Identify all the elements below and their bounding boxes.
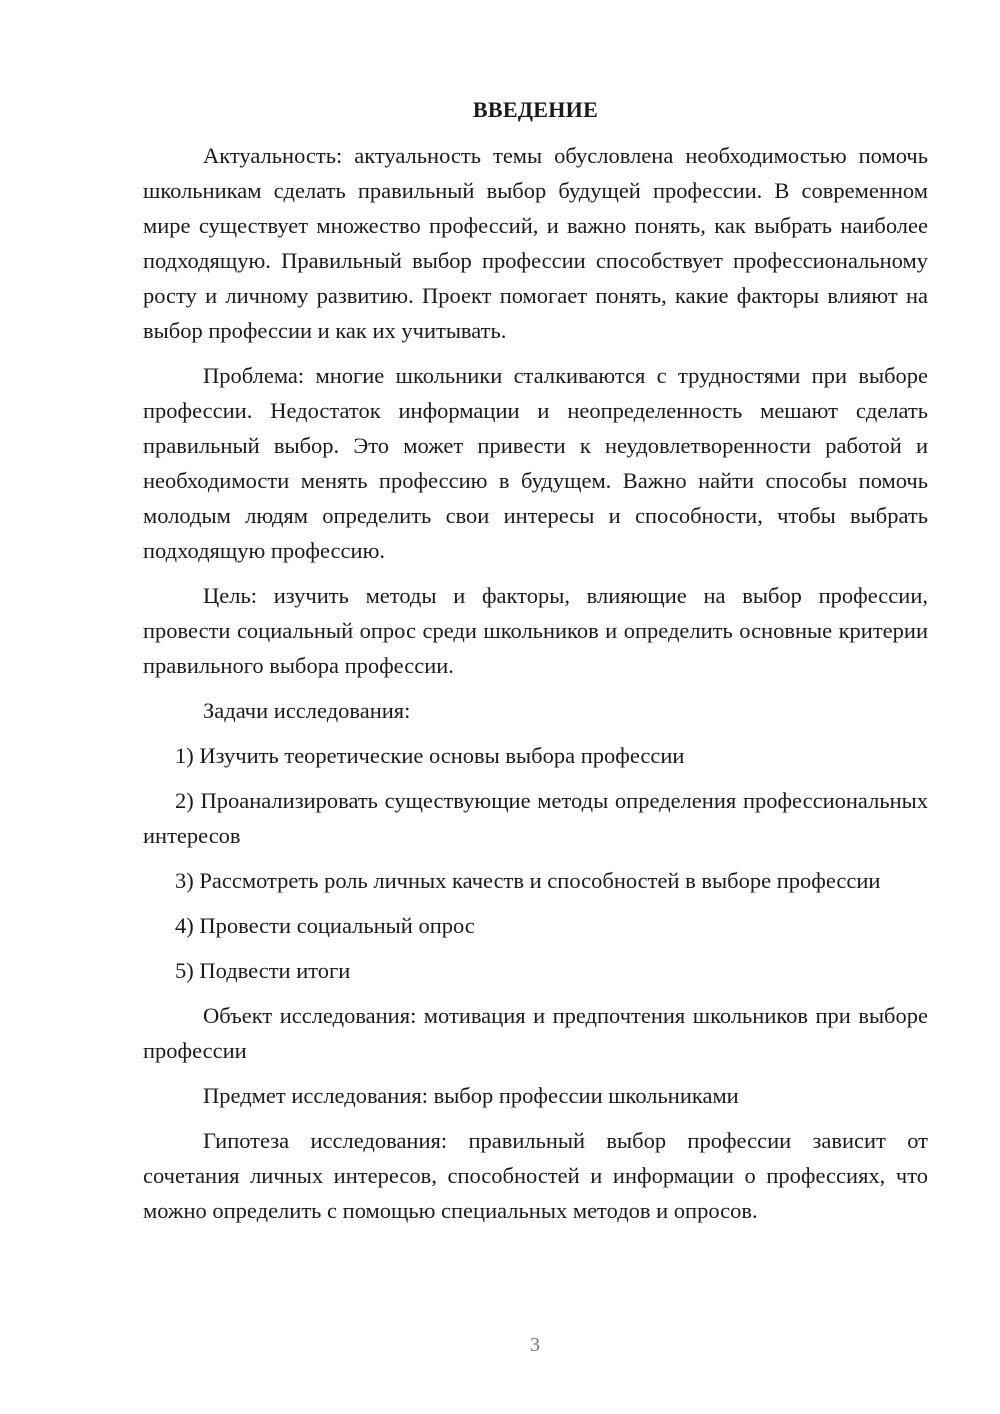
list-item: 2) Проанализировать существующие методы определения профессиональных интересов: [143, 788, 928, 848]
list-item: 5) Подвести итоги: [175, 958, 351, 983]
page-title: ВВЕДЕНИЕ: [472, 97, 599, 122]
document-page: [143, 96, 928, 1238]
paragraph-relevance: Актуальность: актуальность темы обусловлена необходимостью помочь школьникам сделать правильный выбор будущей профессии. В современном мире существует множество профессий, и важно понять, как выбрать наиболее подходящую. Правильный выбор профессии способствует профессиональному росту и личному развитию. Проект помогает понять, какие факторы влияют на выбор профессии и как их учитывать.: [143, 143, 928, 343]
tasks-list: [143, 738, 928, 988]
paragraph-problem: Проблема: многие школьники сталкиваются с трудностями при выборе профессии. Недостаток информации и неопределенность мешают сделать правильный выбор. Это может привести к неудовлетворенности работой и необходимости менять профессию в будущем. Важно найти способы помочь молодым людям определить свои интересы и способности, чтобы выбрать подходящую профессию.: [143, 363, 928, 563]
tasks-heading: Задачи исследования:: [203, 698, 411, 723]
list-item: 4) Провести социальный опрос: [175, 913, 475, 938]
paragraph-hypothesis: Гипотеза исследования: правильный выбор профессии зависит от сочетания личных интересов, способностей и информации о профессиях, что можно определить с помощью специальных методов и опросов.: [143, 1128, 928, 1223]
page-number: 3: [530, 1334, 540, 1356]
list-item: 1) Изучить теоретические основы выбора профессии: [175, 743, 685, 768]
paragraph-subject: Предмет исследования: выбор профессии школьниками: [203, 1083, 739, 1108]
list-item: 3) Рассмотреть роль личных качеств и способностей в выборе профессии: [175, 868, 881, 893]
paragraph-object: Объект исследования: мотивация и предпочтения школьников при выборе профессии: [143, 1003, 928, 1063]
paragraph-goal: Цель: изучить методы и факторы, влияющие на выбор профессии, провести социальный опрос среди школьников и определить основные критерии правильного выбора профессии.: [143, 583, 928, 678]
